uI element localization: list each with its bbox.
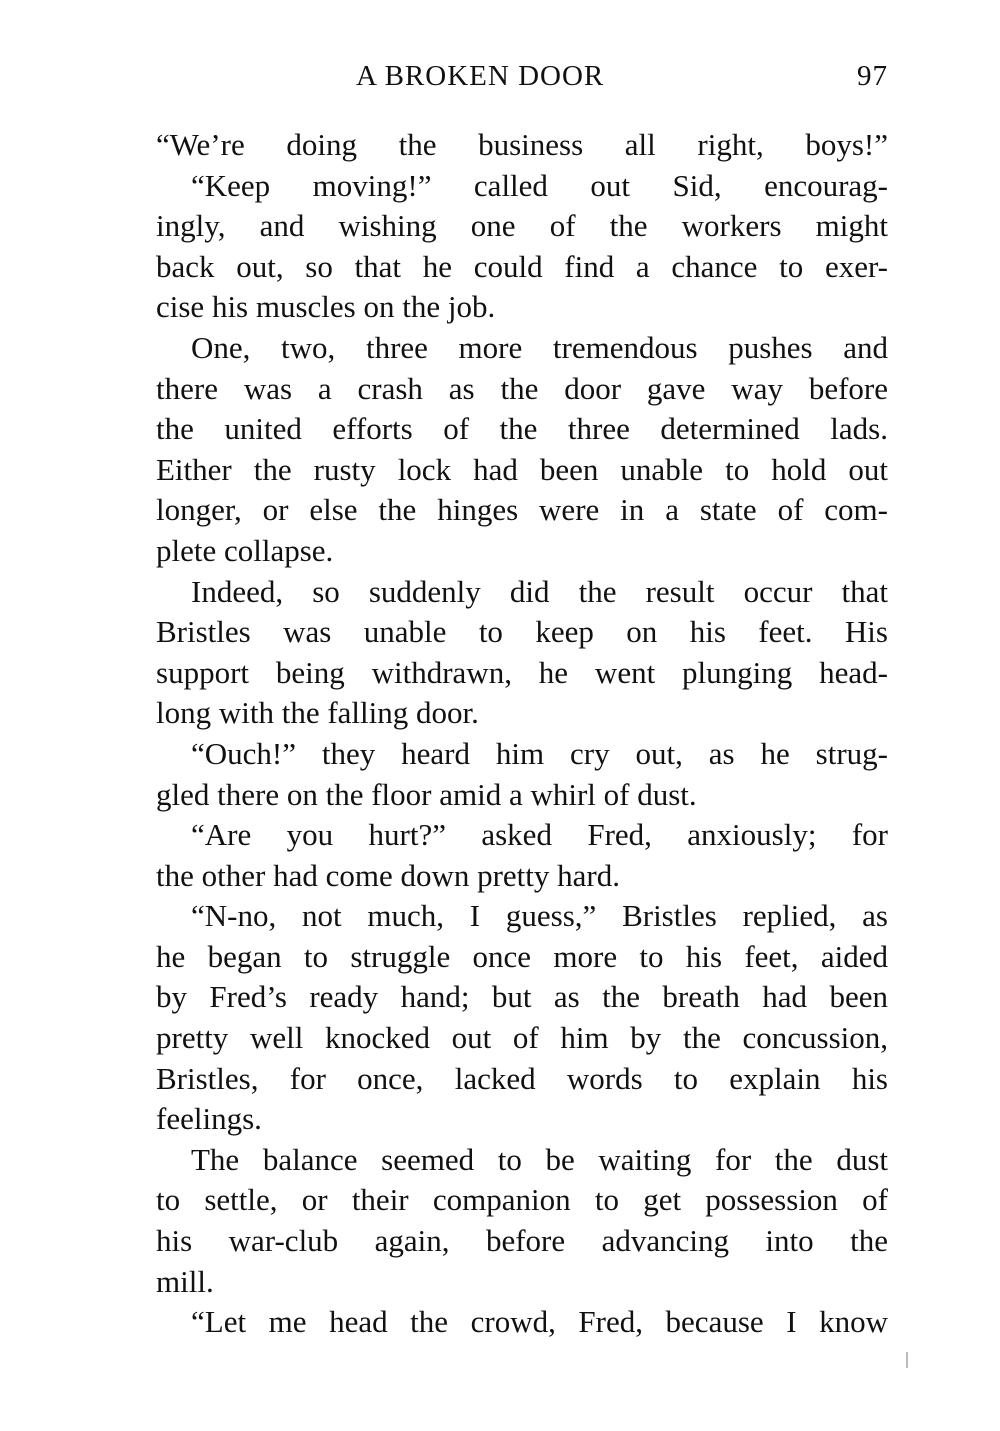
text-line: he began to struggle once more to his feet, aided xyxy=(156,938,888,974)
text-line: longer, or else the hinges were in a state of com- xyxy=(156,492,888,528)
text-line: by Fred’s ready hand; but as the breath had been xyxy=(156,979,888,1015)
text-line: cise his muscles on the job. xyxy=(156,289,496,325)
text-line: Bristles was unable to keep on his feet. His xyxy=(156,614,888,650)
text-line: support being withdrawn, he went plunging head- xyxy=(156,654,888,690)
text-line: plete collapse. xyxy=(156,532,334,568)
text-line: gled there on the floor amid a whirl of dust. xyxy=(156,776,697,812)
text-line: the other had come down pretty hard. xyxy=(156,857,620,893)
text-line: “Keep moving!” called out Sid, encourag- xyxy=(191,167,888,203)
text-line: long with the falling door. xyxy=(156,695,479,731)
text-line: “N-no, not much, I guess,” Bristles replied, as xyxy=(191,898,888,934)
text-line: The balance seemed to be waiting for the dust xyxy=(191,1141,888,1177)
text-line: feelings. xyxy=(156,1101,262,1137)
text-line: ingly, and wishing one of the workers might xyxy=(156,208,888,244)
text-line: pretty well knocked out of him by the concussion, xyxy=(156,1020,888,1056)
text-line: “Ouch!” they heard him cry out, as he strug- xyxy=(191,735,888,771)
text-line: the united efforts of the three determined lads. xyxy=(156,411,888,447)
text-line: “Are you hurt?” asked Fred, anxiously; for xyxy=(191,817,888,853)
text-line: mill. xyxy=(156,1263,214,1299)
margin-speck xyxy=(906,1352,908,1368)
text-body xyxy=(156,125,888,1343)
text-line: there was a crash as the door gave way before xyxy=(156,370,888,406)
text-line: Either the rusty lock had been unable to hold out xyxy=(156,451,888,487)
page-number: 97 xyxy=(857,60,888,92)
text-line: “We’re doing the business all right, boys!” xyxy=(156,127,888,162)
running-head xyxy=(156,60,888,100)
text-line: One, two, three more tremendous pushes and xyxy=(191,329,888,365)
text-line: Indeed, so suddenly did the result occur that xyxy=(191,573,888,609)
text-line: his war-club again, before advancing into the xyxy=(156,1223,888,1259)
text-line: to settle, or their companion to get possession of xyxy=(156,1182,888,1218)
text-line: Bristles, for once, lacked words to explain his xyxy=(156,1060,888,1096)
text-line: back out, so that he could find a chance to exer- xyxy=(156,248,888,284)
running-title: A BROKEN DOOR xyxy=(356,60,605,92)
text-line: “Let me head the crowd, Fred, because I know xyxy=(191,1304,888,1340)
